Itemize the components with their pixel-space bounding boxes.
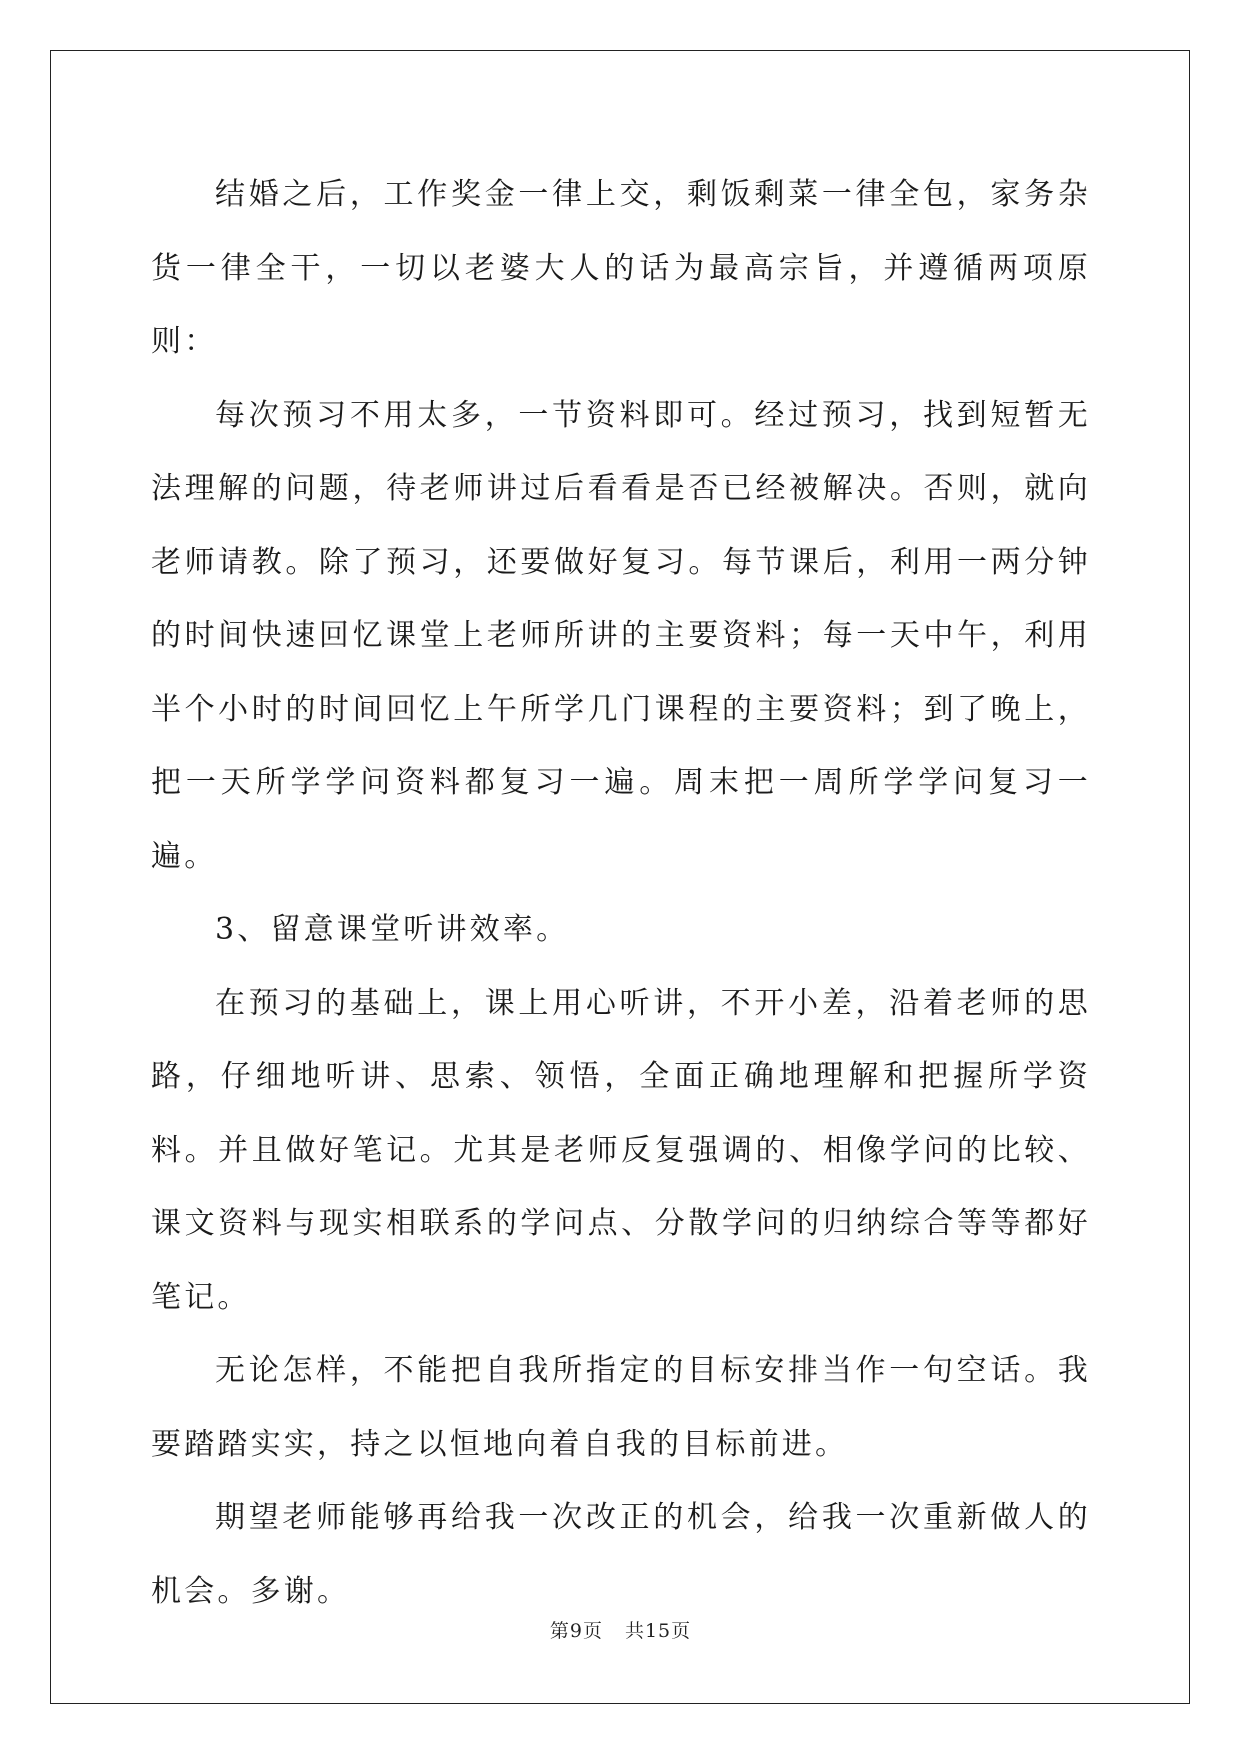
- document-body: [151, 158, 1091, 1628]
- page-number: 第9页: [549, 1620, 603, 1642]
- paragraph-4: 在预习的基础上，课上用心听讲，不开小差，沿着老师的思路，仔细地听讲、思索、领悟，全面正确地理解和把握所学资料。并且做好笔记。尤其是老师反复强调的、相像学问的比较、课文资料与现实相联系的学问点、分散学问的归纳综合等等都好笔记。: [151, 985, 1091, 1315]
- paragraph-6: 期望老师能够再给我一次改正的机会，给我一次重新做人的机会。多谢。: [151, 1500, 1091, 1609]
- paragraph-5: 无论怎样，不能把自我所指定的目标安排当作一句空话。我要踏踏实实，持之以恒地向着自我的目标前进。: [151, 1353, 1091, 1462]
- page-total: 共15页: [624, 1620, 692, 1642]
- page-footer: [0, 1616, 1241, 1643]
- paragraph-2: 每次预习不用太多，一节资料即可。经过预习，找到短暂无法理解的问题，待老师讲过后看看是否已经被解决。否则，就向老师请教。除了预习，还要做好复习。每节课后，利用一两分钟的时间快速回忆课堂上老师所讲的主要资料；每一天中午，利用半个小时的时间回忆上午所学几门课程的主要资料；到了晚上，把一天所学学问资料都复习一遍。周末把一周所学学问复习一遍。: [151, 397, 1091, 874]
- paragraph-3: 3、留意课堂听讲效率。: [215, 912, 570, 947]
- paragraph-1: 结婚之后，工作奖金一律上交，剩饭剩菜一律全包，家务杂货一律全干，一切以老婆大人的话为最高宗旨，并遵循两项原则：: [151, 177, 1091, 359]
